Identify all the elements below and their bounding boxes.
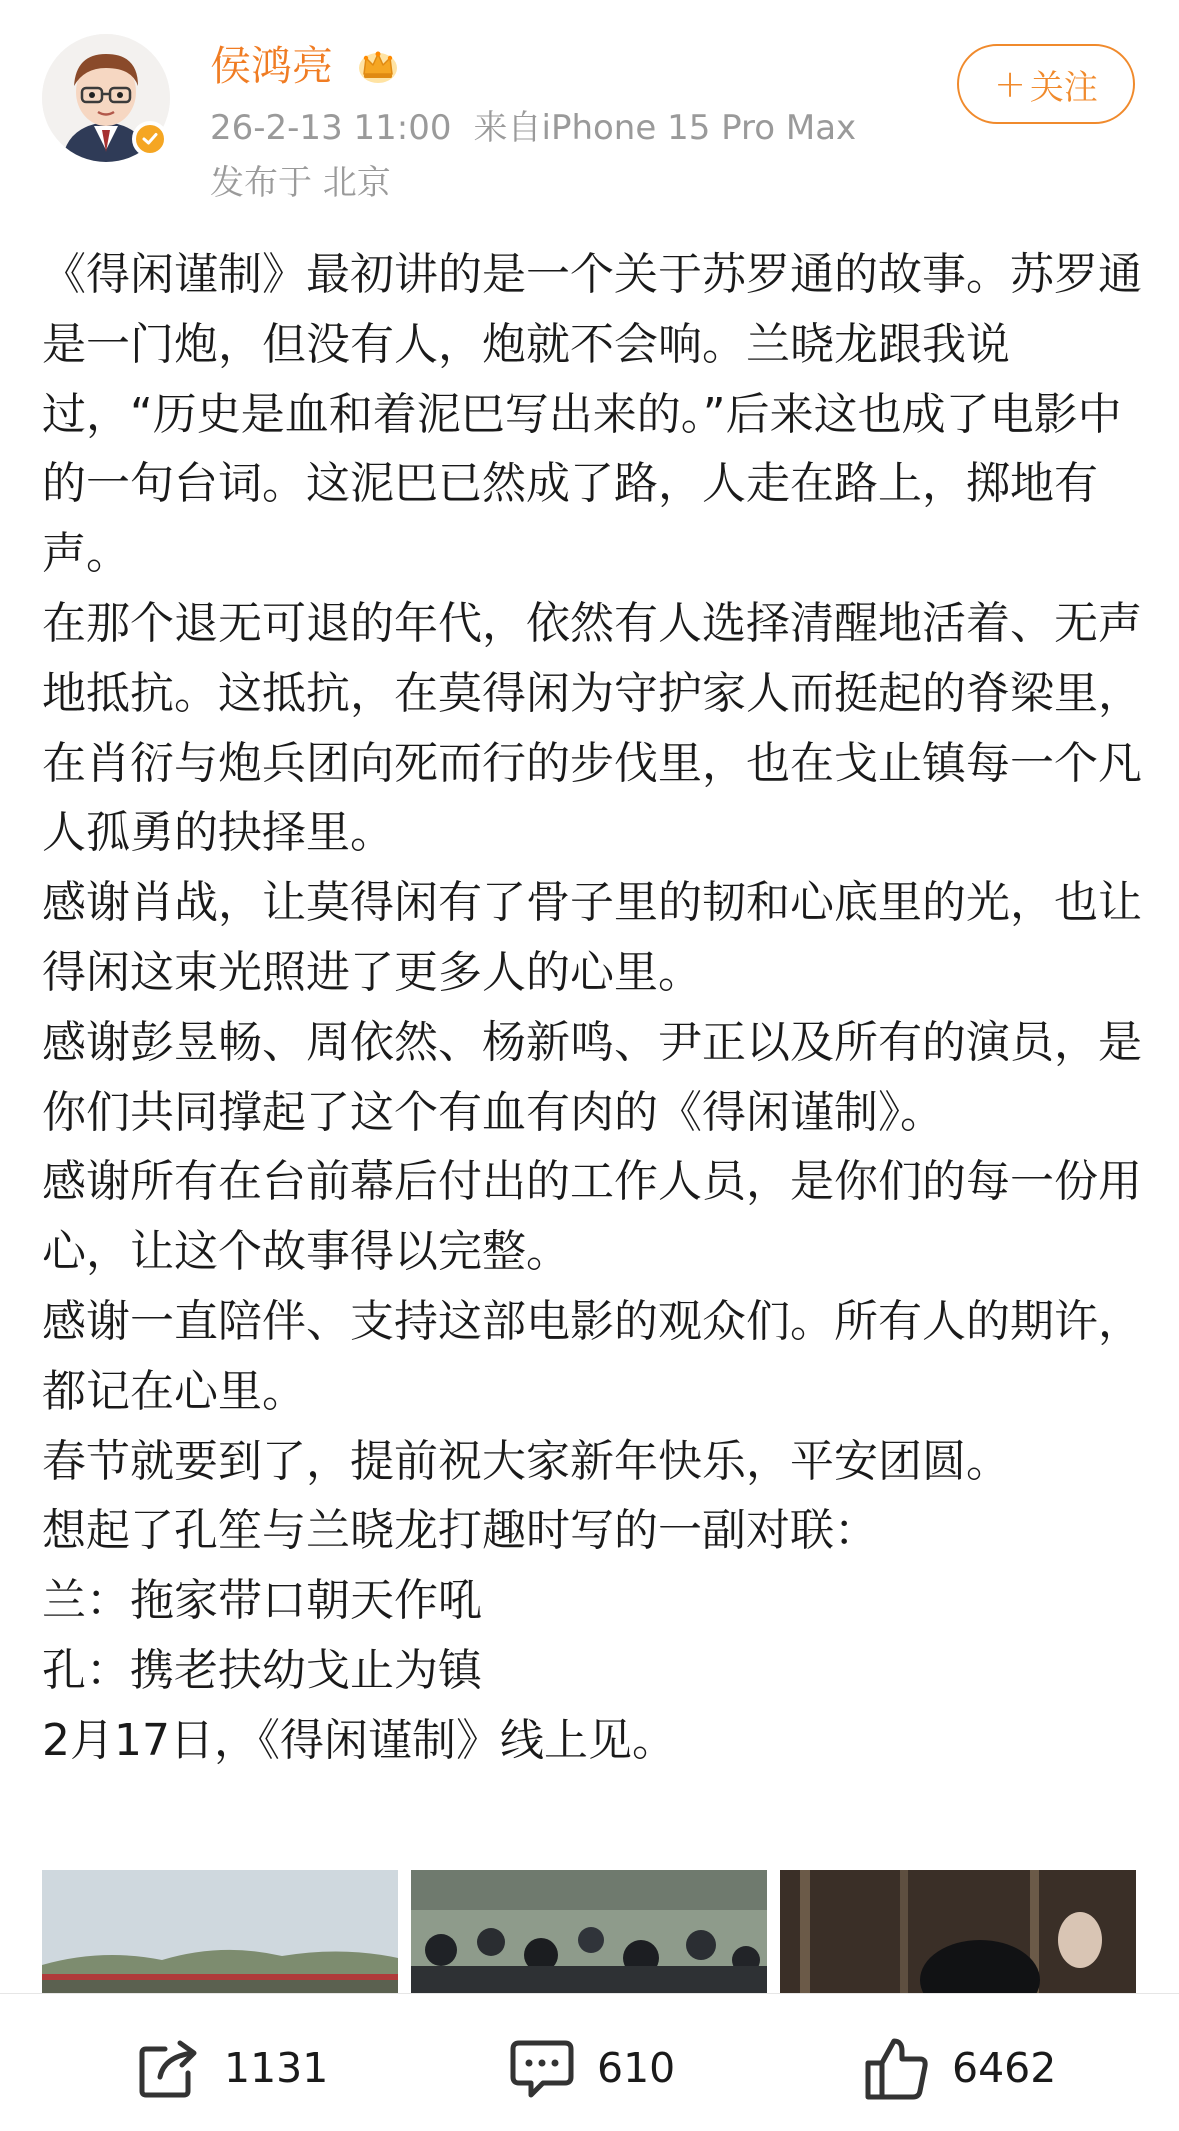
comment-icon (505, 2031, 579, 2105)
post-paragraph: 感谢彭昱畅、周依然、杨新鸣、尹正以及所有的演员，是你们共同撑起了这个有血有肉的《得闲谨制》。 (42, 1016, 1142, 1138)
post-header (0, 0, 1179, 210)
plus-icon: + (994, 62, 1026, 106)
author-name[interactable]: 侯鸿亮 (210, 42, 333, 90)
post-paragraph: 感谢所有在台前幕后付出的工作人员，是你们的每一份用心，让这个故事得以完整。 (42, 1156, 1142, 1278)
post-paragraph: 2月17日，《得闲谨制》线上见。 (42, 1714, 676, 1766)
post-paragraph: 感谢肖战，让莫得闲有了骨子里的韧和心底里的光，也让得闲这束光照进了更多人的心里。 (42, 877, 1142, 998)
post-paragraph: 想起了孔笙与兰晓龙打趣时写的一副对联： (42, 1505, 878, 1557)
post-source: 来自iPhone 15 Pro Max (473, 108, 857, 148)
crown-vip-icon[interactable] (356, 44, 400, 86)
post-paragraph: 孔：携老扶幼戈止为镇 (42, 1644, 482, 1696)
post-image-1[interactable] (42, 1870, 398, 1995)
post-body (42, 240, 1142, 1776)
post-meta (210, 106, 856, 150)
repost-count: 1131 (224, 2044, 329, 2092)
action-bar (0, 1993, 1179, 2131)
thumbs-up-icon (860, 2031, 934, 2105)
post-location: 发布于 北京 (210, 163, 391, 203)
share-icon (132, 2031, 206, 2105)
post-paragraph: 感谢一直陪伴、支持这部电影的观众们。所有人的期许，都记在心里。 (42, 1295, 1142, 1417)
follow-button[interactable] (957, 44, 1135, 124)
post-paragraph: 兰：拖家带口朝天作吼 (42, 1575, 482, 1627)
post-paragraph: 在那个退无可退的年代，依然有人选择清醒地活着、无声地抵抗。这抵抗，在莫得闲为守护家人而挺起的脊梁里，在肖衍与炮兵团向死而行的步伐里，也在戈止镇每一个凡人孤勇的抉择里。 (42, 597, 1142, 859)
comment-button[interactable] (505, 2032, 675, 2104)
comment-count: 610 (597, 2044, 676, 2092)
image-grid (42, 1870, 1136, 1995)
verified-badge-icon (132, 121, 168, 157)
post-timestamp: 26-2-13 11:00 (210, 108, 452, 148)
post-image-2[interactable] (411, 1870, 767, 1995)
post-paragraph: 《得闲谨制》最初讲的是一个关于苏罗通的故事。苏罗通是一门炮，但没有人，炮就不会响。兰晓龙跟我说过，“历史是血和着泥巴写出来的。”后来这也成了电影中的一句台词。这泥巴已然成了路，人走在路上，掷地有声。 (42, 249, 1142, 580)
follow-label: 关注 (1029, 67, 1098, 108)
repost-button[interactable] (132, 2032, 328, 2104)
like-button[interactable] (860, 2032, 1056, 2104)
post-image-3[interactable] (780, 1870, 1136, 1995)
like-count: 6462 (952, 2044, 1057, 2092)
post-paragraph: 春节就要到了，提前祝大家新年快乐，平安团圆。 (42, 1435, 1010, 1487)
